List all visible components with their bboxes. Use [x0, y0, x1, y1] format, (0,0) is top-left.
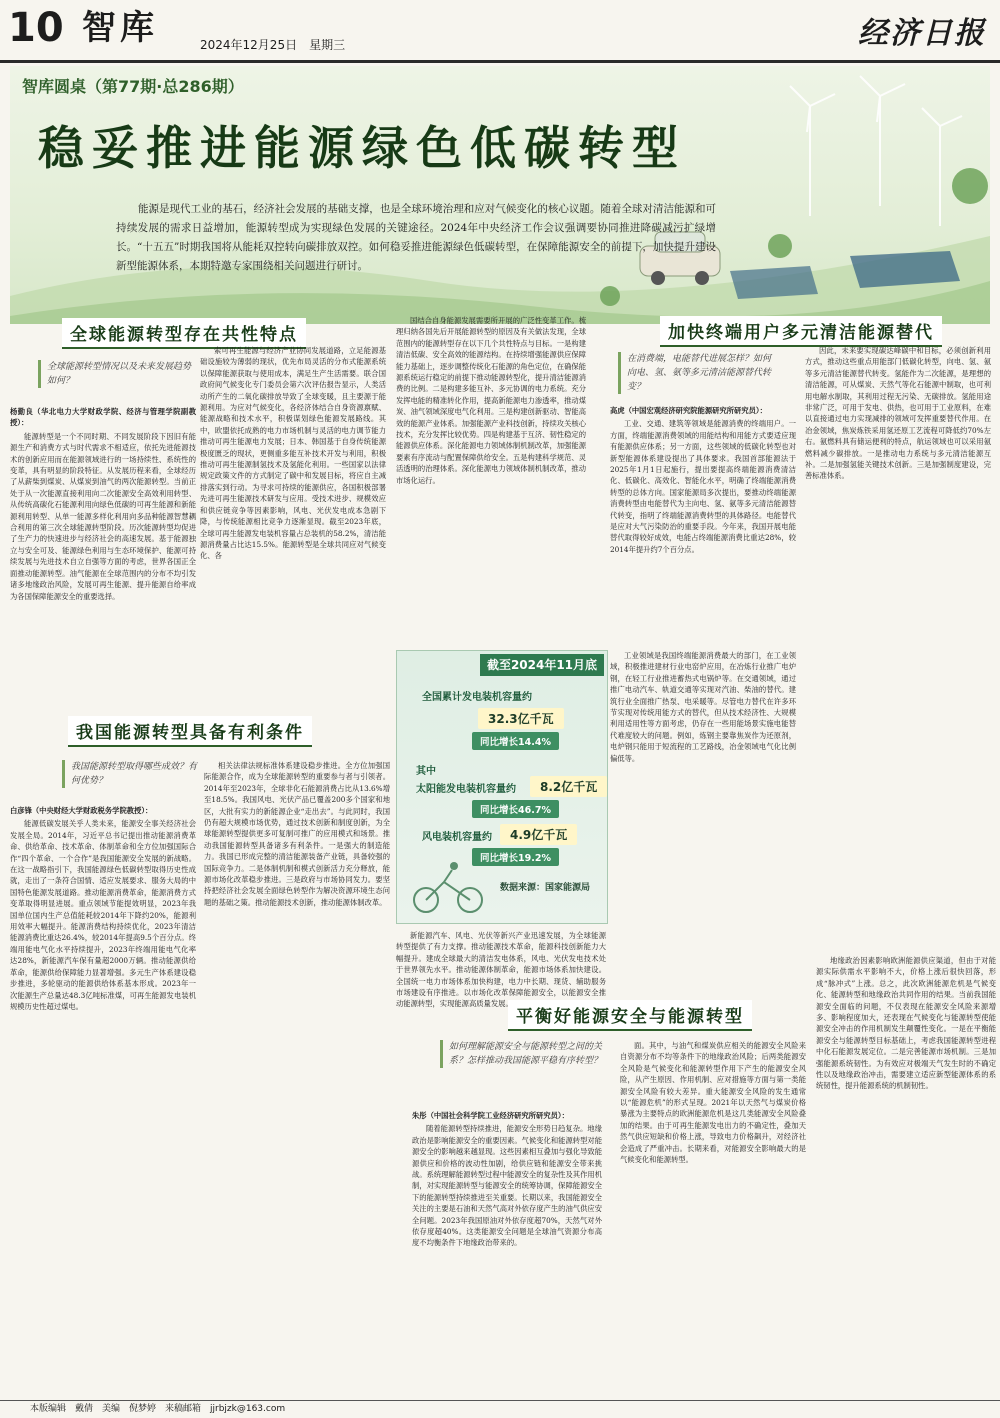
section-name: 智库 [82, 8, 158, 48]
intro-paragraph: 能源是现代工业的基石，经济社会发展的基础支撑，也是全球环境治理和应对气候变化的核心议题。随着全球对清洁能源和可持续发展的需求日益增加，能源转型成为实现绿色发展的关键途径。2024年中央经济工作会议强调要协同推进降碳减污扩绿增长。“十五五”时期我国将从能耗双控转向碳排放双控。如何稳妥推进能源绿色低碳转型，在保障能源安全的前提下，加快提升建设新型能源体系，本期特邀专家围绕相关问题进行研讨。 [116, 203, 716, 272]
article-column [816, 955, 996, 1390]
article-text: 能源转型是一个不同时期、不同发展阶段下因旧有能源生产和消费方式与时代需求不相适应，依托先进能源技术的创新应用而在能源领域进行的一场持续性、系统性的变革，具有明显的阶段特征。从发展历程来看，全球经历了从薪柴到煤炭、从煤炭到油气的两次能源转型。当前正处于从一次能源直接利用向二次能源安全高效利用转型、从传统高碳化石能源利用向绿色低碳的可再生能源和新能源利用转型、从单一能源多样化利用向多品种能源智慧耦合利用的第三次全球能源转型阶段。历次能源转型均促进了生产力的快速进步与经济社会的高速发展。基于能源独立与安全可及、能源绿色利用与生态环境保护、能源可持续发展与先进技术自立自强等方面的考虑，世界各国正全面推动能源转型。油气能源在全球范围内的分布不均引发诸多地缘政治风险，发展可再生能源、提升能源自给率成为各国保障能源安全的重要选择。 [10, 431, 196, 601]
section-heading-4: 平衡好能源安全与能源转型 [508, 1000, 752, 1031]
article-text: 面。其中，与油气和煤炭供应相关的能源安全风险来自资源分布不均等条件下的地缘政治风险；后两类能源安全风险是气候变化和能源转型作用下产生的能源安全风险，从产生原因、作用机制、应对措施等方面与第一类能源安全风险有较大差异。重大能源安全风险的发生通常以“能源危机”的形式呈现。2021年以天然气与煤炭价格暴涨为主要特点的欧洲能源危机是这几类能源安全风险叠加的结果。由于可再生能源发电出力的不确定性，叠加天然气供应短缺和价格上涨，导致电力价格飙升，对经济社会造成了严重冲击。长期来看，对能源安全影响最大的是气候变化和能源转型。 [620, 1041, 806, 1165]
expert-name: 杨勤良（华北电力大学财政学院、经济与管理学院副教授）： [10, 407, 196, 428]
solar-capacity-label: 太阳能发电装机容量约 [416, 784, 516, 795]
article-column [396, 930, 606, 1009]
article-text: 索可再生能源与经济产业协同发展道路，立足能源基础设施较为薄弱的现状，优先布局灵活的分布式能源系统以保障能源获取与使用成本，满足生产生活需要。联合国政府间气候变化专门委员会第六次评估报告显示，人类活动所产生的二氧化碳排放导致了全球变暖，且主要源于能源利用。为应对气候变化，各经济体结合自身资源禀赋、能源战略和技术水平，积极谋划绿色能源发展路线。其中，欧盟依托成熟的电力市场机制与灵活的电力调节能力推动可再生能源电力发展；日本、韩国基于自身传统能源极度匮乏的现状，更侧重多能互补技术开发与利用，积极推动可再生能源制氢技术及氢能化利用。一些国家以法律规定政策文件的方式制定了碳中和发展目标，将应自主减排落实到行动。为寻求可持续的能源供应，各国积极部署先进可再生能源技术研发与应用。受技术进步、规模效应和供应链竞争等因素影响，风电、光伏发电成本急剧下降，与传统能源相比竞争力逐渐显现。截至2023年底，全球可再生能源发电装机容量占总装机的58.2%，清洁能源消费量占比达15.5%。能源转型是全球共同应对气候变化、各 [200, 346, 386, 561]
section-heading-1: 全球能源转型存在共性特点 [62, 318, 306, 349]
infographic-title: 截至2024年11月底 [480, 654, 604, 676]
wind-turbine-icon [790, 76, 962, 226]
data-source: 数据来源：国家能源局 [500, 883, 591, 893]
article-text: 工业领域是我国终端能源消费最大的部门，在工业领域，积极推进建材行业电窑炉应用，在冶炼行业推广电炉钢，在轻工行业推进蓄热式电锅炉等。在交通领域，通过推广电动汽车、轨道交通等实现对汽油、柴油的替代。建筑行业全面推广热泵、电采暖等。尽管电力替代在许多环节实现对传统用能方式的替代，但从技术经济性、大规模利用适用性等方面考虑，仍存在一些用能场景实施电能替代难度较大的问题。例如，炼钢主要靠焦炭作为还原剂，电炉钢只能用于短流程的工艺路线，冶金领域电气化比例偏低等。 [610, 651, 796, 763]
section-heading-3: 我国能源转型具备有利条件 [68, 716, 312, 747]
editor-credits: 本版编辑 戴倩 美编 倪梦婷 来稿邮箱 jjrbjzk@163.com [30, 1404, 286, 1414]
article-column [610, 405, 796, 640]
wind-capacity-growth: 同比增长19.2% [472, 848, 559, 866]
solar-capacity-growth: 同比增长46.7% [472, 800, 559, 818]
expert-name: 白彦锋（中央财经大学财政税务学院教授）： [10, 806, 153, 815]
article-text: 能源低碳发展关乎人类未来，能源安全事关经济社会发展全局。2014年，习近平总书记提出推动能源消费革命、供给革命、技术革命、体制革命和全方位加强国际合作“四个革命、一个合作”是我国能源安全发展的新战略。在这一战略指引下，我国能源绿色低碳转型取得历史性成就，走出了一条符合国情、适应发展要求、服务大局的中国特色能源发展道路。推动能源消费革命，能源消费方式变革取得明显进展。重点领域节能提效明显，2023年我国单位国内生产总值能耗较2014年下降约20%，能源利用效率大幅提升。能源消费结构持续优化，2023年清洁能源消费比重达26.4%，较2014年提高9.5个百分点。终端用能电气化水平持续提升，2023年终端用能电气化率达28%，新能源汽车保有量超2000万辆。推动能源供给革命，能源供给保障能力显著增强。多元生产体系建设稳步推进，多轮驱动的能源供给体系基本形成。2023年一次能源生产总量达48.3亿吨标准煤，可再生能源发电装机规模历史性超过煤电。 [10, 819, 196, 1011]
landscape-illustration [10, 66, 990, 324]
expert-name: 朱彤（中国社会科学院工业经济研究所研究员）： [412, 1111, 569, 1120]
article-column [805, 345, 991, 945]
article-text: 国结合自身能源发展需要所开展的广泛性变革工作。梳理归纳各国先后开展能源转型的原因及有关做法发现，全球范围内的能源转型存在以下几个共性特点与目标。一是构建清洁低碳、安全高效的能源结构。在持续增强能源供应保障能力基础上，逐步调整传统化石能源的角色定位，在确保能源系统运行稳定的前提下推动能源转型化，提升清洁能源消费的比例。二是构建多能互补、多元协调的电力系统。充分发挥电能的精准转化作用，提高新能源电力渗透率，推动煤炭、油气领域深度电气化利用。三是构建创新驱动、智能高效的能源产业体系。加强能源产业科技创新，持续攻关核心技术，充分发挥比较优势。四是构建基于互济、韧性稳定的能源供应体系。深化能源电力领域体制机制改革，加强能源要素有序流动与配置保障供给安全。五是构建科学规范、灵活透明的治理体系。深化能源电力领域体制机制改革，推动市场化运行。 [396, 316, 586, 485]
total-capacity-value: 32.3亿千瓦 [478, 708, 564, 729]
masthead-logo: 经济日报 [858, 16, 986, 51]
page-number: 10 [8, 5, 64, 51]
section-heading-2: 加快终端用户多元清洁能源替代 [660, 316, 942, 347]
article-column [396, 315, 586, 645]
column-tag: 智库圆桌（第77期·总286期） [22, 77, 244, 96]
article-column [10, 406, 196, 684]
wind-capacity-value: 4.9亿千瓦 [500, 824, 577, 845]
expert-name: 高虎（中国宏观经济研究院能源研究所研究员）： [610, 406, 767, 415]
article-column [620, 1040, 806, 1390]
section-question-4: 如何理解能源安全与能源转型之间的关系？怎样推动我国能源平稳有序转型？ [440, 1040, 609, 1068]
article-column [10, 805, 196, 1390]
page-title: 稳妥推进能源绿色低碳转型 [38, 121, 686, 175]
title-banner [10, 66, 990, 324]
article-column [204, 760, 390, 1390]
article-column [200, 345, 386, 685]
article-column [412, 1110, 602, 1390]
article-text: 相关法律法规标准体系建设稳步推进。全方位加强国际能源合作，成为全球能源转型的重要参与者与引领者。2014年至2023年，全球非化石能源消费占比从13.6%增至18.5%。我国风电、光伏产品已覆盖200多个国家和地区，大批有实力的新能源企业“走出去”。与此同时，我国仍有超大规模市场优势，通过技术创新和制度创新，为全球能源转型提供更多可复制可推广的应用模式和场景。推动我国能源转型具备诸多有利条件。一是强大的制造能力。我国已形成完整的清洁能源装备产业链，具备较强的国际竞争力。二是体制机制和模式创新活力充分释放，能源市场化改革稳步推进。三是政府与市场协同发力。要坚持把经济社会发展全面绿色转型作为解决资源环境生态问题的基础之策。推动能源技术创新，推动能源体制改革。 [204, 761, 390, 907]
issue-date: 2024年12月25日 星期三 [200, 38, 346, 52]
section-question-3: 我国能源转型取得哪些成效？有何优势？ [62, 760, 201, 788]
cyclist-icon [404, 860, 494, 916]
article-text: 随着能源转型持续推进，能源安全形势日趋复杂。地缘政治是影响能源安全的重要因素。气候变化和能源转型对能源安全的影响越来越显现。这些因素相互叠加与强化导致能源供应和价格的波动性加剧，给供应链和能源安全带来挑战。系统理解能源转型过程中能源安全的复杂性及其作用机制，对实现能源转型与能源安全的统筹协调，保障能源安全下的能源转型持续推进至关重要。长期以来，我国能源安全关注的主要是石油和天然气高对外依存度产生的油气供应安全问题。2023年我国原油对外依存度超70%，天然气对外依存度超40%。这类能源安全问题是全球油气资源分布高度不均衡条件下地缘政治带来的。 [412, 1124, 602, 1248]
article-text: 因此，未来要实现碳达峰碳中和目标，必须创新利用方式，推动这些重点用能部门低碳化转型，向电、氢、氨等多元清洁能源替代转变。氢能作为二次能源，是理想的清洁能源，可从煤炭、天然气等化石能源中制取，也可利用电解水制取，其利用过程无污染、无碳排放。氢能用途非常广泛，可用于发电、供热，也可用于工业原料，在难以直接通过电力实现减排的领域可发挥重要替代作用。在冶金领域，焦炭炼铁采用氢还原工艺流程可降低约70%左右。氨燃料具有储运便利的特点，航运领域也可以采用氨燃料减少碳排放。一是推动电力系统与多元清洁能源互补。二是加强氢能关键技术创新。三是加强制度建设，完善标准体系。 [805, 346, 991, 481]
section-question-2: 在消费端，电能替代进展怎样？如何向电、氢、氨等多元清洁能源替代转变？ [618, 352, 777, 394]
page-footer [0, 1400, 1000, 1418]
total-capacity-growth: 同比增长14.4% [472, 732, 559, 750]
article-text: 地缘政治因素影响欧洲能源供应渠道，但由于对能源实际供需水平影响不大，价格上涨后很快回落，形成“脉冲式”上涨。总之，此次欧洲能源危机是气候变化、能源转型和地缘政治共同作用的结果。当前我国能源安全面临的问题，不仅表现在能源安全风险来源增多、影响程度加大，还表现在气候变化与能源转型使能源安全冲击的作用机制发生颠覆性变化。一是在平衡能源安全与能源转型目标基础上，考虑我国能源转型进程中化石能源发展定位。二是完善能源市场机制。三是加强能源系统韧性。为有效应对极端天气发生时的不确定性以及地缘政治冲击，需要建立适应新型能源体系的系统韧性，提升能源系统的机制韧性。 [816, 956, 996, 1091]
article-text: 新能源汽车、风电、光伏等新兴产业迅速发展，为全球能源转型提供了有力支撑。推动能源技术革命，能源科技创新能力大幅提升。建成全球最大的清洁发电体系，风电、光伏发电技术处于世界领先水平。推动能源体制革命，能源市场体系加快建设。全国统一电力市场体系加快构建，电力中长期、现货、辅助服务市场建设有序推进。以市场化改革保障能源安全，以能源安全推动能源转型，实现能源高质量发展。 [396, 931, 606, 1009]
sub-label: 其中 [416, 766, 436, 777]
solar-capacity-value: 8.2亿千瓦 [530, 776, 607, 797]
article-column [610, 650, 796, 950]
article-text: 工业、交通、建筑等领域是能源消费的终端用户。一方面，终端能源消费领域的用能结构和用能方式要适应现有能源供应体系；另一方面，这些领域的低碳化转型也对新型能源体系建设提出了具体要求。我国首部能源法于2025年1月1日起施行，提出要提高终端能源消费清洁化、低碳化、高效化、智能化水平，明确了终端能源消费转型的总体方向。国家能源局多次提出，要推动终端能源消费转型由电能替代为主向电、氢、氨等多元清洁能源替代转变，指明了终端能源消费转型的具体路径。电能替代是应对大气污染防治的重要手段。今年来，我国开展电能替代取得较好成效，电能占终端能源消费比重达28%，较2014年提升约7个百分点。 [610, 419, 796, 554]
total-capacity-label: 全国累计发电装机容量约 [422, 692, 532, 703]
wind-capacity-label: 风电装机容量约 [422, 832, 492, 843]
section-question-1: 全球能源转型情况以及未来发展趋势如何？ [38, 360, 197, 388]
